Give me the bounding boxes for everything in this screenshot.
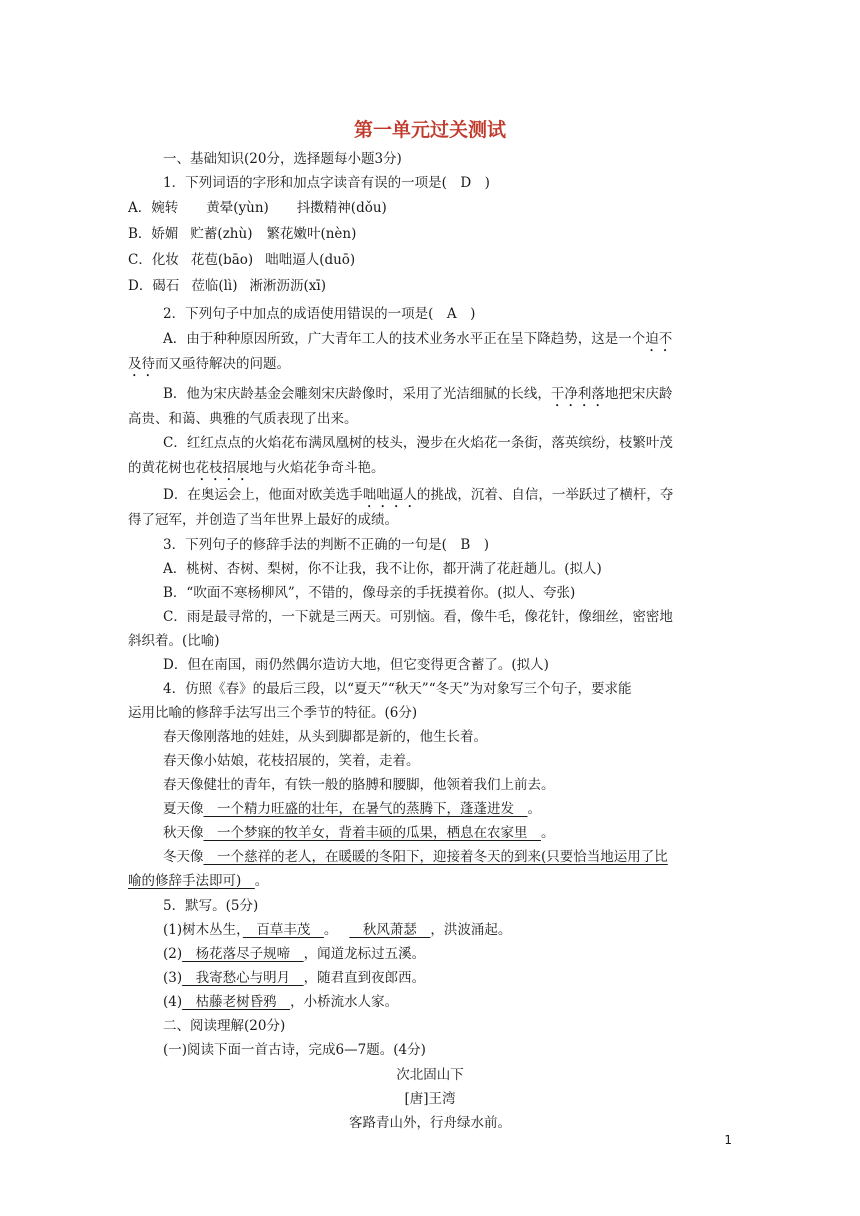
q2-option-c-line1: C．红红点点的火焰花布满凤凰树的枝头，漫步在火焰花一条街，落英缤纷，枝繁叶茂 (163, 435, 673, 451)
question-2-stem: 2．下列句子中加点的成语使用错误的一项是( A ) (163, 306, 476, 322)
q2-option-c-line2: 的黄花树也花枝招展地与火焰花争奇斗艳。 (128, 460, 385, 476)
q2-option-a-line1: A．由于种种原因所致，广大青年工人的技术业务水平正在呈下降趋势，这是一个迫不 (163, 331, 673, 347)
q4-example-2: 春天像小姑娘，花枝招展的，笑着，走着。 (163, 753, 420, 769)
question-3-stem: 3．下列句子的修辞手法的判断不正确的一句是( B ) (163, 537, 490, 553)
q3-option-b: B．“吹面不寒杨柳风”，不错的，像母亲的手抚摸着你。(拟人、夸张) (163, 585, 576, 601)
section-2-heading: 二、阅读理解(20分) (163, 1018, 286, 1034)
poem-title: 次北固山下 (396, 1067, 464, 1083)
poem-line-1: 客路青山外，行舟绿水前。 (349, 1115, 511, 1131)
section-heading: 一、基础知识(20分，选择题每小题3分) (163, 151, 402, 167)
question-1-stem: 1．下列词语的字形和加点字读音有误的一项是( D ) (163, 175, 490, 191)
q3-option-d: D．但在南国，雨仍然偶尔造访大地，但它变得更含蓄了。(拟人) (163, 657, 549, 673)
q2-option-b-line2: 高贵、和蔼、典雅的气质表现了出来。 (128, 411, 358, 427)
q4-summer-answer: 夏天像 一个精力旺盛的壮年，在暑气的蒸腾下，蓬蓬进发 。 (163, 801, 541, 817)
question-4-stem-line2: 运用比喻的修辞手法写出三个季节的特征。(6分) (128, 705, 418, 721)
reading-part-1-instruction: (一)阅读下面一首古诗，完成6—7题。(4分) (163, 1042, 426, 1058)
question-5-stem: 5．默写。(5分) (163, 898, 259, 914)
q5-line-3: (3) 我寄愁心与明月 ，随君直到夜郎西。 (163, 970, 426, 986)
q1-option-d: D．碣石 莅临(lì) 淅淅沥沥(xī) (128, 278, 326, 294)
q1-option-c: C．化妆 花苞(bāo) 咄咄逼人(duō) (128, 252, 356, 268)
q3-option-c-line2: 斜织着。(比喻) (128, 633, 220, 649)
q1-option-a: A．婉转 黄晕(yùn) 抖擞精神(dǒu) (128, 200, 387, 216)
q2-option-a-line2: 及待而又亟待解决的问题。 (128, 356, 290, 372)
poem-author: [唐]王湾 (404, 1091, 456, 1107)
q1-option-b: B．娇媚 贮蓄(zhù) 繁花嫩叶(nèn) (128, 226, 357, 242)
question-4-stem-line1: 4．仿照《春》的最后三段，以“夏天”“秋天”“冬天”为对象写三个句子，要求能 (163, 681, 632, 697)
q3-option-a: A．桃树、杏树、梨树，你不让我，我不让你，都开满了花赶趟儿。(拟人) (163, 561, 602, 577)
q4-winter-answer-line2: 喻的修辞手法即可) 。 (128, 873, 269, 889)
q5-line-2: (2) 杨花落尽子规啼 ，闻道龙标过五溪。 (163, 946, 426, 962)
q5-line-4: (4) 枯藤老树昏鸦 ，小桥流水人家。 (163, 994, 399, 1010)
q2-option-d-line2: 得了冠军，并创造了当年世界上最好的成绩。 (128, 512, 398, 528)
q4-autumn-answer: 秋天像 一个梦寐的牧羊女，背着丰硕的瓜果，栖息在农家里 。 (163, 825, 555, 841)
q4-example-3: 春天像健壮的青年，有铁一般的胳膊和腰脚，他领着我们上前去。 (163, 777, 555, 793)
q3-option-c-line1: C．雨是最寻常的，一下就是三两天。可别恼。看，像牛毛，像花针，像细丝，密密地 (163, 609, 673, 625)
q5-line-1: (1)树木丛生， 百草丰茂 。 秋风萧瑟 ，洪波涌起。 (163, 922, 512, 938)
page-number: 1 (724, 1133, 732, 1147)
page-title: 第一单元过关测试 (353, 119, 506, 141)
q4-winter-answer-line1: 冬天像 一个慈祥的老人，在暖暖的冬阳下，迎接着冬天的到来(只要恰当地运用了比 (163, 849, 668, 865)
q2-option-b-line1: B．他为宋庆龄基金会雕刻宋庆龄像时，采用了光洁细腻的长线，干净利落地把宋庆龄 (163, 386, 673, 402)
q4-example-1: 春天像刚落地的娃娃，从头到脚都是新的，他生长着。 (163, 729, 487, 745)
q2-option-d-line1: D．在奥运会上，他面对欧美选手咄咄逼人的挑战，沉着、自信，一举跃过了横杆，夺 (163, 487, 674, 503)
